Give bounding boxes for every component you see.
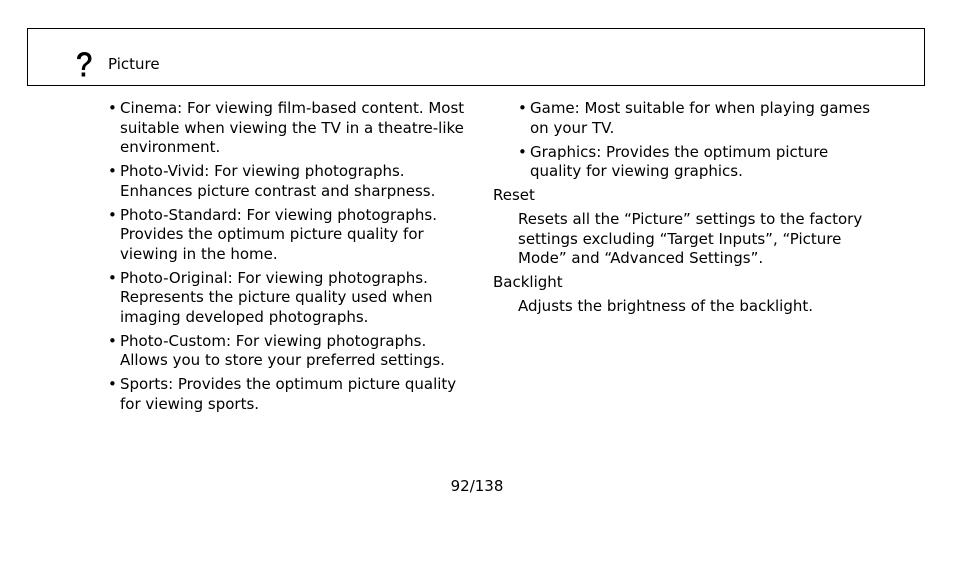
- list-item: [108, 162, 468, 201]
- list-item-text: Sports: Provides the optimum picture quality for viewing sports.: [120, 375, 457, 413]
- page-number: 92/138: [450, 477, 504, 495]
- bullet: •: [108, 268, 117, 287]
- list-item: [108, 375, 468, 414]
- bullet: •: [108, 205, 117, 224]
- bullet: •: [518, 99, 527, 117]
- section-heading-reset: Reset: [493, 186, 535, 204]
- list-item-text: Photo-Vivid: For viewing photographs. Enhances picture contrast and sharpness.: [120, 162, 436, 200]
- list-item: [518, 143, 878, 182]
- list-item: [108, 206, 468, 265]
- page-title: Picture: [108, 55, 160, 73]
- bullet: •: [108, 331, 117, 350]
- list-item: [108, 269, 468, 328]
- list-item: [108, 332, 468, 371]
- bullet: •: [518, 142, 527, 161]
- list-item-text: Graphics: Provides the optimum picture quality for viewing graphics.: [530, 142, 829, 180]
- page-header: [27, 28, 925, 86]
- bullet: •: [108, 375, 117, 393]
- section-heading-backlight: Backlight: [493, 273, 563, 291]
- section-description-backlight: Adjusts the brightness of the backlight.: [518, 297, 814, 315]
- list-item-text: Photo-Custom: For viewing photographs. Allows you to store your preferred settings.: [120, 331, 445, 369]
- help-question-icon: [74, 51, 94, 79]
- list-item-text: Photo-Standard: For viewing photographs. Provides the optimum picture quality for viewing in the home.: [120, 205, 438, 263]
- left-column: [108, 99, 468, 419]
- list-item: [108, 99, 468, 158]
- bullet: •: [108, 99, 117, 117]
- section-description-reset: Resets all the “Picture” settings to the factory settings excluding “Target Inputs”, “Picture Mode” and “Advanced Settings”.: [518, 210, 863, 267]
- list-item-text: Photo-Original: For viewing photographs. Represents the picture quality used when imaging developed photographs.: [120, 268, 433, 326]
- list-item-text: Cinema: For viewing film-based content. Most suitable when viewing the TV in a theatre-like environment.: [120, 99, 465, 156]
- right-column: [493, 99, 878, 321]
- bullet: •: [108, 162, 117, 180]
- list-item: [518, 99, 878, 138]
- list-item-text: Game: Most suitable for when playing games on your TV.: [530, 99, 871, 137]
